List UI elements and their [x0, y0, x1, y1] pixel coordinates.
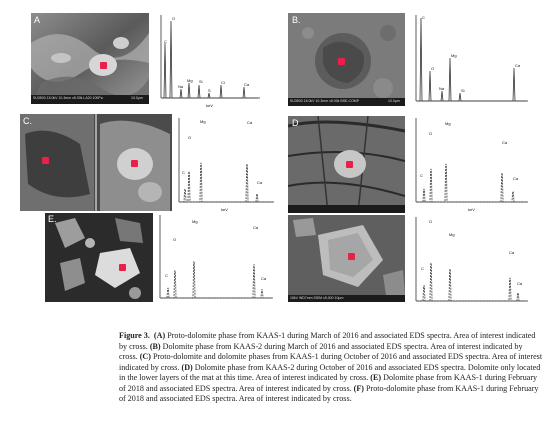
eds-xlabel-a: keV	[206, 103, 213, 108]
eds-spectrum-d	[413, 116, 531, 212]
eds-peak-s: S	[208, 88, 211, 93]
eds-peak-si: Si	[199, 79, 203, 84]
eds-peak-ca: Ca	[509, 250, 515, 255]
eds-peak-mg: Mg	[451, 53, 457, 58]
sem-texture-a	[31, 13, 149, 104]
panel-label-b: B.	[292, 15, 301, 25]
eds-peak-o: O	[172, 16, 176, 21]
sem-image-d	[288, 116, 405, 213]
panel-label-e: E.	[48, 214, 57, 224]
sem-image-f	[288, 215, 405, 302]
cross-marker	[348, 253, 355, 260]
eds-peak-ca: Ca	[244, 82, 250, 87]
eds-plot-a	[158, 13, 263, 108]
cross-marker	[42, 157, 49, 164]
caption-key-d: (D)	[181, 362, 193, 372]
eds-spectrum-e	[157, 213, 276, 307]
eds-peak-ca: Ca	[261, 276, 267, 281]
eds-peak-cl: Cl	[221, 80, 225, 85]
cross-marker	[119, 264, 126, 271]
eds-peak-ca: Ca	[253, 225, 259, 230]
caption-key-a: (A)	[153, 331, 166, 340]
sem-footer-a: SU3500 15.0kV 10.3mm x5.00k LA20 100Pa	[33, 96, 103, 100]
eds-plot-f	[413, 215, 531, 311]
panel-label-c: C.	[23, 116, 32, 126]
eds-peak-c: C	[422, 15, 425, 20]
eds-spectrum-b	[413, 13, 531, 110]
eds-xlabel-c: keV	[221, 207, 228, 212]
eds-spectrum-a	[158, 13, 263, 108]
sem-image-b	[288, 13, 405, 106]
eds-peak-mg: Mg	[187, 78, 193, 83]
eds-peak-mg: Mg	[200, 119, 206, 124]
cross-marker	[338, 58, 345, 65]
eds-peak-mg: Mg	[449, 232, 455, 237]
sem-image-e	[45, 213, 153, 302]
sem-texture-b	[288, 13, 405, 106]
panel-label-d: D	[292, 118, 299, 128]
eds-peak-c: C	[164, 39, 167, 44]
eds-peak-o: O	[188, 135, 192, 140]
eds-peak-ca: Ca	[513, 176, 519, 181]
sem-scale-a: 10.0µm	[131, 96, 143, 100]
eds-spectrum-c	[176, 116, 276, 212]
figure-caption	[119, 331, 543, 405]
sem-texture-f	[288, 215, 405, 302]
panel-label-a: A	[34, 15, 41, 25]
caption-text-a: Proto-dolomite phase from KAAS-1 during March of 2016 and associated EDS spectra. Area of interest indicated by cross.	[119, 331, 536, 351]
eds-peak-o: O	[431, 66, 435, 71]
sem-image-c	[20, 114, 172, 211]
eds-peak-c: C	[420, 173, 423, 178]
sem-footer-f: 15kV WD7mm SSIM x5,000 10µm	[290, 296, 344, 300]
eds-peak-o: O	[429, 219, 433, 224]
eds-peak-c: C	[165, 273, 168, 278]
eds-peak-mg: Mg	[192, 219, 198, 224]
sem-texture-e	[45, 213, 153, 302]
eds-plot-e	[157, 213, 276, 307]
sem-image-a	[31, 13, 149, 104]
eds-plot-b	[413, 13, 531, 110]
caption-text-c: Proto-dolomite and dolomite phases from KAAS-1 during October of 2016 and associated EDS spectra. Area of interest indicated by cross.	[119, 352, 543, 372]
eds-spectrum-f	[413, 215, 531, 311]
eds-peak-o: O	[429, 131, 433, 136]
eds-peak-ca: Ca	[247, 120, 253, 125]
eds-peak-ca: Ca	[515, 63, 521, 68]
caption-key-b: (B)	[149, 341, 161, 351]
sem-footer-b: SU3500 15.0kV 10.3mm x5.00k BSE-COMP	[290, 99, 360, 103]
eds-peak-o: O	[173, 237, 177, 242]
cross-marker	[131, 160, 138, 167]
caption-text-d: Dolomite phase from KAAS-2 during October of 2016 and associated EDS spectra. Dolomite only located in the lower layers of the mat at this time. Area of interest indicated by cross.	[119, 362, 541, 382]
caption-text-b: Dolomite phase from KAAS-2 during March of 2016 and associated EDS spectra. Area of interest indicated by cross.	[119, 341, 523, 361]
eds-peak-ca: Ca	[502, 140, 508, 145]
eds-peak-mg: Mg	[445, 121, 451, 126]
eds-xlabel-d: keV	[468, 207, 475, 212]
caption-text-e: Dolomite phase from KAAS-1 during February of 2018 and associated EDS spectra. Area of interest indicated by cross.	[119, 373, 538, 393]
eds-peak-si: Si	[461, 88, 465, 93]
eds-peak-c: C	[182, 170, 185, 175]
caption-key-f: (F)	[353, 383, 364, 393]
eds-peak-ca: Ca	[517, 281, 523, 286]
caption-key-c: (C)	[139, 352, 151, 361]
eds-peak-na: Na	[178, 84, 184, 89]
cross-marker	[346, 161, 353, 168]
figure-label: Figure 3.	[119, 331, 150, 340]
eds-peak-na: Na	[439, 86, 445, 91]
sem-scale-b: 10.0µm	[388, 99, 400, 103]
eds-plot-c	[176, 116, 276, 212]
caption-key-e: (E)	[370, 373, 382, 382]
cross-marker	[100, 62, 107, 69]
eds-peak-ca: Ca	[257, 180, 263, 185]
eds-peak-c: C	[421, 266, 424, 271]
caption-text-f: Proto-dolomite phase from KAAS-1 during February of 2018 and associated EDS spectra. Area of interest indicated by cross.	[119, 383, 539, 403]
